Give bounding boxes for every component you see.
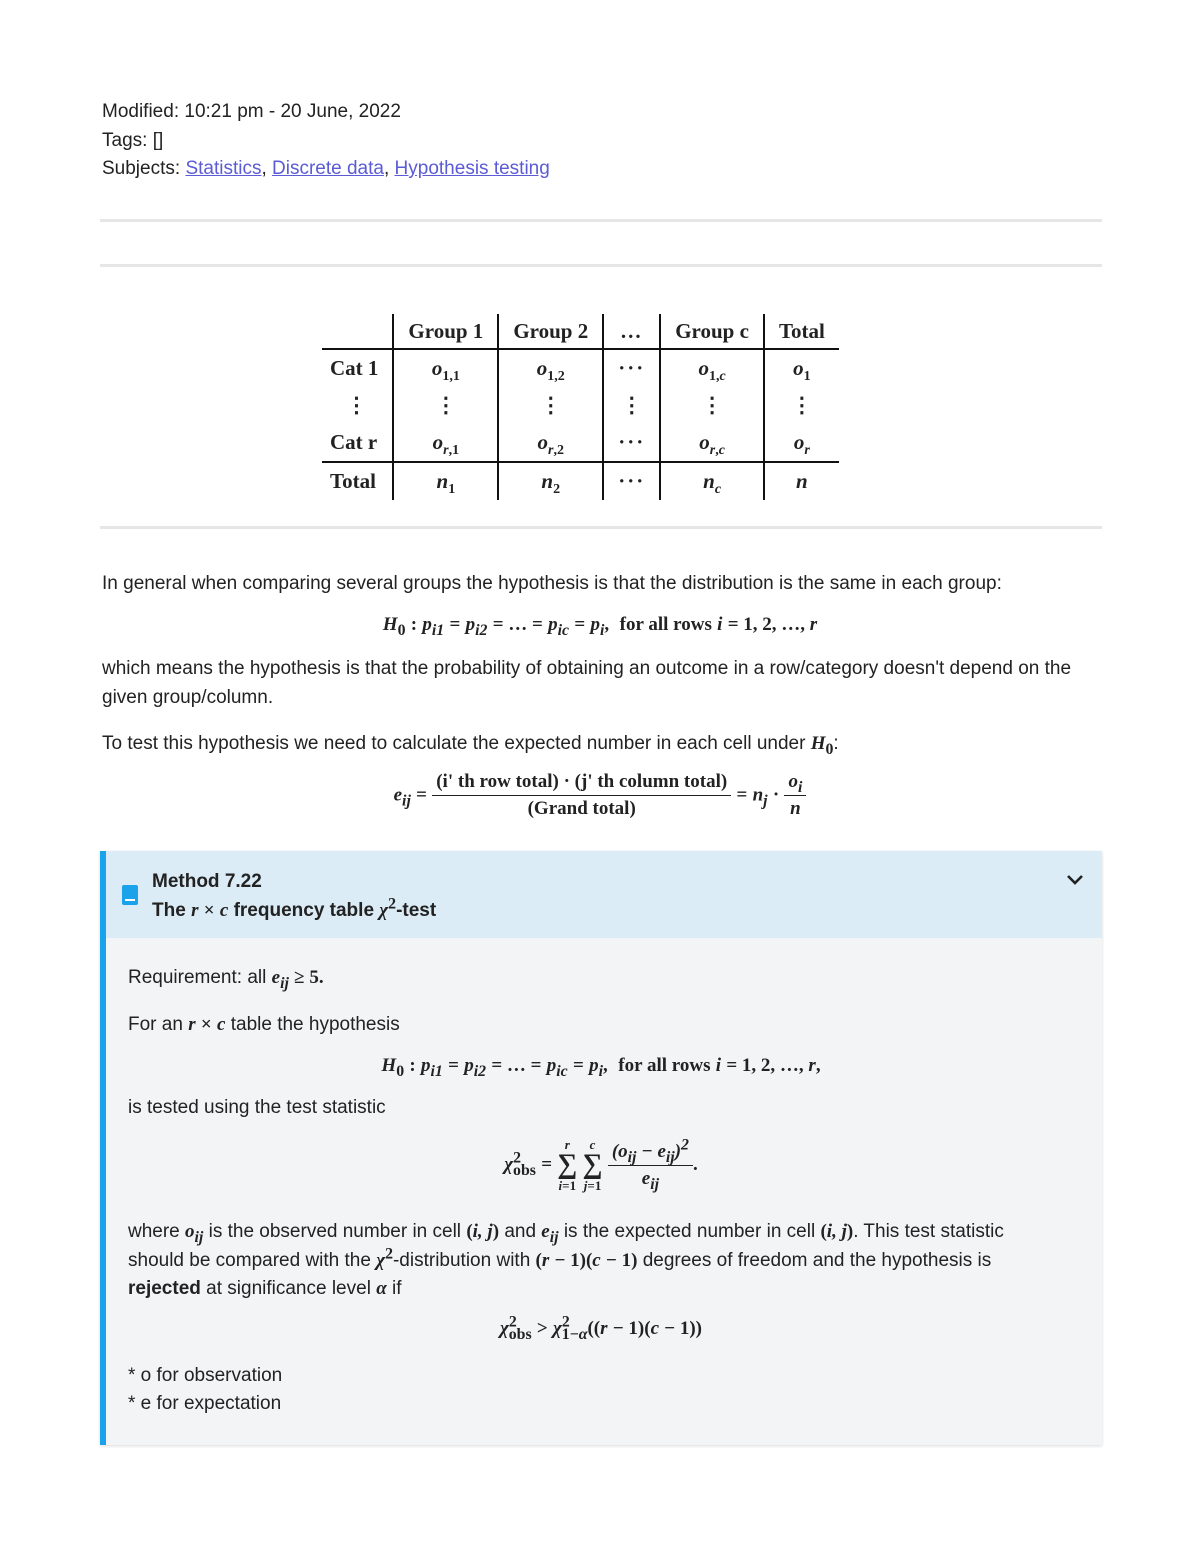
tags-line (102, 127, 550, 156)
table-cell: $o_{r,2}$ (498, 424, 603, 462)
table-row (322, 424, 839, 462)
requirement-text: Requirement: all (128, 967, 267, 988)
subject-link-statistics[interactable]: Statistics (185, 158, 262, 179)
tags-value: [] (152, 129, 164, 151)
dof-text: degrees of freedom and the hypothesis is (642, 1249, 992, 1271)
intro-paragraph: In general when comparing several groups the hypothesis is that the distribution is the same in each group: (102, 573, 1002, 594)
hypothesis-equation: $H_0$ : $p_{i1} = p_{i2}$ = … = $p_{ic} = p_i$, for all rows i = 1, 2, …, r (382, 614, 818, 639)
ratio-fraction: $\frac{o_i}{n}$ (784, 771, 806, 820)
rejected-text: rejected (128, 1278, 201, 1299)
requirement-line: Requirement: all $e_{ij} \ge 5$. (128, 967, 324, 992)
for-an-line: For an r × c table the hypothesis (128, 1014, 400, 1035)
where-paragraph: where $o_{ij}$ is the observed number in cell (i, j) and $e_{ij}$ is the expected number in cell (i, j). This test statistic should be compared with the $\chi^2$-distribution with (r − 1)(c − 1) degrees of freedom and the hypothesis is rejected at significance level α if (128, 1221, 1004, 1299)
callout-header[interactable] (106, 851, 1102, 938)
expected-text: is the expected number in cell (563, 1221, 816, 1242)
divider (100, 219, 1102, 222)
table-cell: $o_{r,1}$ (393, 424, 498, 462)
method-name: The r × c frequency table $\chi^2$-test (152, 895, 437, 921)
table-header-groupc: Group c (660, 314, 764, 349)
method-hypothesis-suffix: for all rows (618, 1055, 711, 1076)
to-test-text: To test this hypothesis we need to calculate the expected number in each cell under (102, 733, 806, 754)
table-cell: ··· (603, 349, 660, 387)
rejection-criterion: $\chi^2_{obs} > \chi^2_{1-\alpha}((r - 1)(c - 1))$ (499, 1313, 703, 1343)
divider (100, 264, 1102, 267)
table-cell: $o_{1,1}$ (393, 349, 498, 387)
expected-fraction (432, 771, 731, 820)
for-an-text: For an (128, 1014, 183, 1035)
chevron-down-icon[interactable] (1066, 869, 1084, 892)
table-cell: $n_c$ (660, 462, 764, 500)
method-name-pre: The (152, 899, 186, 921)
table-cell: $o_1$ (764, 349, 839, 387)
expected-numerator: (i' th row total) · (j' th column total) (432, 771, 731, 796)
expected-denominator: (Grand total) (527, 798, 636, 819)
contingency-table (322, 314, 839, 500)
row-label-total: Total (322, 462, 393, 500)
and-text: and (504, 1221, 537, 1242)
note-metadata (102, 98, 550, 184)
table-row (322, 387, 839, 424)
table-header-empty (322, 314, 393, 349)
table-hypothesis-text: table the hypothesis (230, 1014, 400, 1035)
table-cell: ··· (603, 424, 660, 462)
if-text: if (392, 1278, 402, 1299)
modified-value: 10:21 pm - 20 June, 2022 (184, 101, 401, 122)
at-level-text: at significance level (206, 1278, 371, 1299)
table-header-dots: ... (603, 314, 660, 349)
tested-using-line: is tested using the test statistic (128, 1097, 386, 1118)
subjects-line: Subjects: Statistics, Discrete data, Hypothesis testing (102, 158, 550, 179)
meaning-paragraph: which means the hypothesis is that the probability of obtaining an outcome in a row/category doesn't depend on the given group/column. (102, 658, 1072, 708)
row-label-vdots: ⋮ (346, 393, 367, 417)
method-hypothesis-equation: $H_0$ : $p_{i1} = p_{i2}$ = … = $p_{ic} = p_i$, for all rows i = 1, 2, …, r, (381, 1055, 821, 1080)
row-label-catr: Cat r (330, 430, 378, 454)
table-row (322, 349, 839, 387)
distribution-with-text: -distribution with (392, 1249, 531, 1271)
subject-link-hypothesis-testing[interactable]: Hypothesis testing (394, 158, 550, 179)
row-label-cat1: Cat 1 (330, 356, 379, 380)
table-header-row (322, 314, 839, 349)
modified-line (102, 98, 550, 127)
chi-square-statistic: $\chi^2_{obs} = r$ ∑ i=1 c ∑ j=1 $\frac{(o_{ij} - e_{ij})^2}{e_{ij}}$ . (504, 1136, 698, 1193)
hypothesis-suffix: for all rows (619, 614, 712, 635)
table-cell: $o_{1,2}$ (498, 349, 603, 387)
table-cell: n (764, 462, 839, 500)
where-text: where (128, 1221, 180, 1242)
this-test-text: . This test statistic should be compared with the (128, 1221, 1004, 1271)
divider (100, 526, 1102, 529)
table-header-total: Total (764, 314, 839, 349)
subjects-label: Subjects: (102, 158, 186, 179)
table-cell: ⋮ (498, 387, 603, 424)
subject-link-discrete-data[interactable]: Discrete data (272, 158, 384, 179)
table-cell: ⋮ (393, 387, 498, 424)
table-cell: $o_{1,c}$ (660, 349, 764, 387)
expected-equation: $e_{ij}$ = $\frac{\text{(i' th row total) · (j' th column total)}}{\text{(Grand total)}}$ = $n_j$ · $\frac{o_i}{n}$ (0, 771, 1200, 820)
table-cell: ··· (603, 462, 660, 500)
table-cell: $n_1$ (393, 462, 498, 500)
method-callout (100, 851, 1102, 1445)
modified-label: Modified: (102, 101, 185, 122)
note-expectation: * e for expectation (128, 1393, 282, 1414)
observed-text: is the observed number in cell (208, 1221, 462, 1242)
tags-label: Tags: (102, 129, 153, 151)
table-cell: ⋮ (764, 387, 839, 424)
note-icon (122, 885, 138, 905)
method-name-test: -test (396, 899, 437, 921)
table-cell: ⋮ (603, 387, 660, 424)
table-row-total (322, 462, 839, 500)
table-cell: $n_2$ (498, 462, 603, 500)
callout-title (152, 868, 436, 925)
method-name-post: frequency table (233, 899, 375, 921)
table-cell: ⋮ (660, 387, 764, 424)
to-test-paragraph: To test this hypothesis we need to calculate the expected number in each cell under $H_0$: (102, 733, 839, 758)
method-number: Method 7.22 (152, 871, 262, 892)
note-observation: * o for observation (128, 1365, 283, 1386)
table-header-group1: Group 1 (393, 314, 498, 349)
table-cell: $o_{r,c}$ (660, 424, 764, 462)
table-cell: $o_r$ (764, 424, 839, 462)
table-header-group2: Group 2 (498, 314, 603, 349)
